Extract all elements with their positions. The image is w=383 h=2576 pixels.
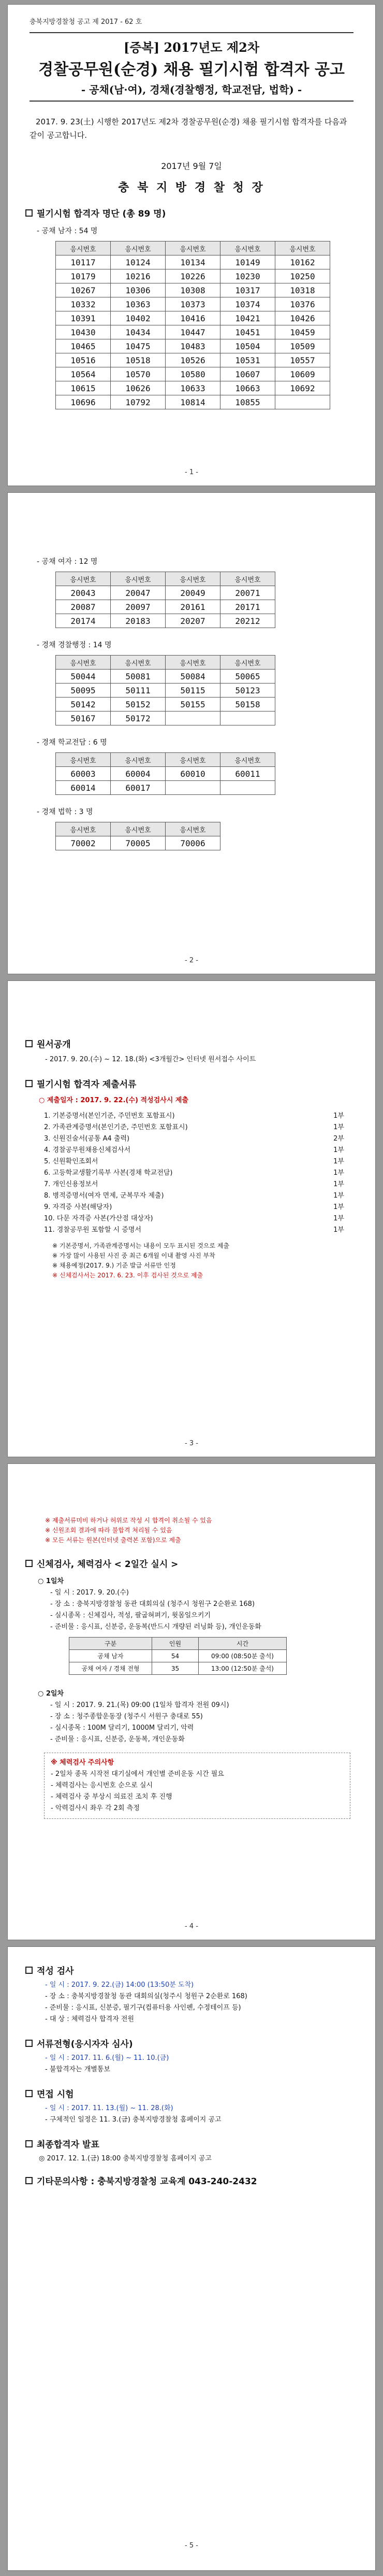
text-line: - 대 상 : 체력검사 합격자 전원 (45, 2015, 135, 2023)
text-line: ※ 채용예정(2017. 9.) 기준 발급 서류만 인정 (52, 1262, 176, 1269)
exam-number-cell: 70002 (56, 836, 111, 850)
day1-lines (8, 1587, 375, 1633)
page-2 (7, 492, 376, 974)
section-body-check: 신체검사, 체력검사 < 2일간 실시 > (25, 1557, 375, 1570)
exam-number-cell: 20043 (56, 586, 111, 600)
text-line: ※ 제출서류미비 하거나 허위로 작성 시 합격이 취소될 수 있음 (45, 1517, 212, 1524)
doc-item (44, 1168, 344, 1179)
page-1 (7, 4, 376, 486)
doc-label: 6. 고등학교생활기록부 사본(경채 학교전담) (44, 1169, 173, 1177)
exam-number-cell: 60017 (111, 781, 166, 795)
intro-text: 2017. 9. 23(土) 시행한 2017년도 제2차 경찰공무원(순경) 채용 필기시험 합격자를 다음과 같이 공고합니다. (30, 117, 347, 140)
exam-number-cell: 10373 (166, 297, 220, 311)
schedule-header: 구분 (69, 1638, 152, 1650)
doc-label: 3. 신원진술서(공통 A4 출력) (44, 1135, 130, 1143)
law-table (55, 822, 220, 850)
section-review: 서류전형(응시자자 심사) (25, 2037, 375, 2050)
page-number: - 4 - (185, 1923, 198, 1930)
title-line-1: [증복] 2017년도 제2차 (123, 40, 260, 55)
exam-number-cell: 10451 (220, 325, 275, 339)
checkbox-square-icon (25, 1040, 33, 1047)
doc-label: 4. 경찰공무원채용신체검사서 (44, 1146, 131, 1154)
doc-qty: 1부 (333, 1180, 344, 1188)
table-row (69, 1650, 287, 1662)
exam-number-cell: 10179 (56, 269, 111, 283)
table-row (56, 325, 330, 339)
text-line: - 일 시 : 2017. 9. 20.(수) (50, 1589, 129, 1597)
section-docs: 필기시험 합격자 제출서류 (25, 1077, 375, 1090)
section-apply: 원서공개 (25, 1037, 375, 1050)
exam-number-cell (220, 711, 275, 725)
text-line: ※ 기본증명서, 가족관계증명서는 내용이 모두 표시된 것으로 제출 (52, 1242, 229, 1249)
exam-number-cell: 10696 (56, 395, 111, 409)
table-row (56, 297, 330, 311)
exam-number-cell (275, 395, 330, 409)
exam-number-cell: 10308 (166, 283, 220, 297)
group-admin-label: - 경채 경찰행정 : 14 명 (37, 641, 112, 649)
checkbox-square-icon (25, 1080, 33, 1087)
exam-number-cell: 10580 (166, 367, 220, 381)
exam-number-cell: 10317 (220, 283, 275, 297)
exam-number-cell: 10250 (275, 269, 330, 283)
schedule-cell: 공채 남자 (69, 1650, 152, 1662)
group-male-label: - 공채 남자 : 54 명 (37, 227, 98, 235)
doc-item (44, 1202, 344, 1213)
exam-number-cell: 10792 (111, 395, 166, 409)
page-3 (7, 980, 376, 1457)
exam-number-cell: 70006 (166, 836, 220, 850)
exam-number-cell: 20212 (220, 614, 275, 628)
exam-number-cell: 50065 (220, 670, 275, 684)
exam-number-cell: 50167 (56, 711, 111, 725)
text-line: - 2일차 종목 시작전 대기실에서 개인별 준비운동 시간 필요 (51, 1770, 224, 1778)
checkbox-square-icon (25, 2040, 33, 2047)
exam-number-cell: 50111 (111, 684, 166, 698)
doc-item (44, 1111, 344, 1122)
exam-number-cell: 20171 (220, 600, 275, 614)
exam-number-cell: 10374 (220, 297, 275, 311)
checkbox-square-icon (25, 1967, 33, 1974)
text-line: ※ 신원조회 결과에 따라 불합격 처리될 수 있음 (45, 1527, 172, 1534)
exam-number-cell: 50172 (111, 711, 166, 725)
column-header: 응시번호 (220, 572, 275, 586)
exam-number-cell: 50123 (220, 684, 275, 698)
exam-number-cell: 60014 (56, 781, 111, 795)
column-header: 응시번호 (111, 753, 166, 767)
female-table (55, 572, 275, 628)
exam-number-cell: 10855 (220, 395, 275, 409)
table-row (56, 670, 275, 684)
exam-number-cell (220, 781, 275, 795)
table-row (56, 353, 330, 367)
doc-label: 8. 병적증명서(여자 면제, 군복무자 제출) (44, 1192, 164, 1200)
notice-title: ※ 체력검사 주의사항 (51, 1759, 114, 1767)
doc-item (44, 1225, 344, 1236)
exam-number-cell: 10518 (111, 353, 166, 367)
doc-label: 1. 기본증명서(본인기준, 주민번호 포함표시) (44, 1112, 175, 1120)
docs-notes (8, 1241, 375, 1280)
exam-number-cell: 10332 (56, 297, 111, 311)
section-final: 최종합격자 발표 (25, 2137, 375, 2150)
checkbox-square-icon (25, 2177, 33, 2184)
exam-number-cell: 60011 (220, 767, 275, 781)
exam-number-cell: 10663 (220, 381, 275, 395)
doc-qty: 1부 (333, 1203, 344, 1211)
column-header: 응시번호 (111, 656, 166, 670)
exam-number-cell: 10459 (275, 325, 330, 339)
exam-number-cell: 10557 (275, 353, 330, 367)
doc-item (44, 1156, 344, 1168)
exam-number-cell: 10531 (220, 353, 275, 367)
table-row (56, 767, 275, 781)
exam-number-cell: 10447 (166, 325, 220, 339)
exam-number-cell: 10526 (166, 353, 220, 367)
exam-number-cell: 10124 (111, 255, 166, 269)
title-line-3: - 공채(남·여), 경채(경찰행정, 학교전담, 법학) - (81, 83, 302, 96)
exam-number-cell: 10376 (275, 297, 330, 311)
notice-lines (51, 1769, 344, 1814)
text-line: - 준비물 : 응시표, 신분증, 운동복, 개인운동화 (50, 1735, 185, 1743)
exam-number-cell: 10402 (111, 311, 166, 325)
column-header: 응시번호 (220, 656, 275, 670)
announcement-number: 충북지방경찰청 공고 제 2017 - 62 호 (30, 18, 142, 26)
exam-number-cell: 20207 (166, 614, 220, 628)
exam-number-cell: 10465 (56, 339, 111, 353)
final-line: ◎ 2017. 12. 1.(금) 18:00 충북지방경찰청 홈페이지 공고 (39, 2155, 212, 2162)
table-row (56, 283, 330, 297)
exam-number-cell: 20071 (220, 586, 275, 600)
text-line: - 체력검사 중 부상시 의료진 조치 후 진행 (51, 1793, 172, 1801)
text-line: - 일 시 : 2017. 11. 6.(월) ~ 11. 10.(금) (45, 2054, 169, 2062)
column-header: 응시번호 (220, 753, 275, 767)
schedule-cell: 35 (152, 1662, 199, 1675)
exam-number-cell: 10504 (220, 339, 275, 353)
exam-number-cell: 10475 (111, 339, 166, 353)
doc-item (44, 1213, 344, 1225)
schedule-cell: 13:00 (12:50분 출석) (199, 1662, 287, 1675)
review-lines (8, 2053, 375, 2075)
exam-number-cell: 50152 (111, 698, 166, 711)
exam-number-cell: 10607 (220, 367, 275, 381)
title-line-2: 경찰공무원(순경) 채용 필기시험 합격자 공고 (38, 61, 345, 79)
group-female-label: - 공채 여자 : 12 명 (37, 558, 98, 566)
text-line: - 불합격자는 개별통보 (45, 2066, 110, 2073)
top-notes (1, 1516, 375, 1545)
table-row (56, 698, 275, 711)
page-number: - 5 - (185, 2542, 198, 2550)
docs-deadline: ○ 제출일자 : 2017. 9. 22.(수) 적성검사시 제출 (39, 1097, 188, 1104)
table-row (56, 600, 275, 614)
exam-number-cell: 10633 (166, 381, 220, 395)
schedule-cell: 09:00 (08:50분 출석) (199, 1650, 287, 1662)
school-table (55, 752, 275, 795)
page-4 (7, 1463, 376, 1940)
column-header: 응시번호 (56, 656, 111, 670)
title-box (30, 32, 353, 102)
text-line: - 준비물 : 응시표, 신분증, 운동복(반드시 개량된 러닝화 등), 개인운동화 (50, 1623, 261, 1631)
column-header: 응시번호 (166, 822, 220, 836)
table-row (56, 269, 330, 283)
doc-label: 5. 신원확인조회서 (44, 1158, 98, 1165)
table-row (56, 367, 330, 381)
doc-item (44, 1190, 344, 1202)
apply-line: - 2017. 9. 20.(수) ~ 12. 18.(화) <3개월간> 인터넷 원서접수 사이트 (45, 1056, 256, 1063)
column-header: 응시번호 (111, 822, 166, 836)
text-line: - 장 소 : 충북지방경찰청 동관 대회의실 (청주시 청원구 2순환로 168) (50, 1600, 255, 1608)
table-row (56, 586, 275, 600)
text-line: ※ 모든 서류는 원본(인터넷 출력본 포함)으로 제출 (45, 1536, 181, 1544)
exam-number-cell: 20161 (166, 600, 220, 614)
exam-number-cell: 60003 (56, 767, 111, 781)
page-number: - 1 - (185, 468, 198, 476)
exam-number-cell: 10626 (111, 381, 166, 395)
doc-qty: 1부 (333, 1226, 344, 1234)
interview-lines (8, 2103, 375, 2126)
column-header: 응시번호 (166, 753, 220, 767)
doc-item (44, 1133, 344, 1145)
aptitude-lines (8, 1980, 375, 2025)
doc-qty: 1부 (333, 1215, 344, 1222)
exam-number-cell: 10516 (56, 353, 111, 367)
checkbox-square-icon (25, 209, 33, 217)
exam-number-cell: 10363 (111, 297, 166, 311)
day2-lines (8, 1700, 375, 1745)
column-header: 응시번호 (56, 572, 111, 586)
exam-number-cell: 20097 (111, 600, 166, 614)
table-row (56, 711, 275, 725)
admin-table (55, 655, 275, 725)
column-header: 응시번호 (275, 241, 330, 255)
exam-number-cell: 10509 (275, 339, 330, 353)
exam-number-cell: 50155 (166, 698, 220, 711)
exam-number-cell: 10416 (166, 311, 220, 325)
exam-number-cell: 50115 (166, 684, 220, 698)
schedule-table (69, 1637, 287, 1675)
exam-number-cell: 10570 (111, 367, 166, 381)
exam-number-cell: 10162 (275, 255, 330, 269)
exam-number-cell: 20047 (111, 586, 166, 600)
day1-label: ○ 1일차 (38, 1577, 64, 1585)
doc-label: 11. 경찰공무원 포함할 시 증명서 (44, 1226, 141, 1234)
exam-number-cell: 50142 (56, 698, 111, 711)
exam-number-cell (166, 711, 220, 725)
column-header: 응시번호 (220, 241, 275, 255)
agency-name: 충 북 지 방 경 찰 청 장 (118, 181, 265, 194)
doc-item (44, 1122, 344, 1133)
exam-number-cell: 10149 (220, 255, 275, 269)
doc-label: 9. 자격증 사본(해당자) (44, 1203, 112, 1211)
doc-label: 2. 가족관계증명서(본인기준, 주민번호 포함표시) (44, 1123, 188, 1131)
doc-qty: 1부 (333, 1123, 344, 1131)
column-header: 응시번호 (166, 656, 220, 670)
column-header: 응시번호 (111, 572, 166, 586)
group-law-label: - 경채 법학 : 3 명 (37, 808, 93, 816)
text-line: - 구체적인 일정은 11. 3.(금) 충북지방경찰청 홈페이지 공고 (45, 2116, 222, 2124)
exam-number-cell: 50158 (220, 698, 275, 711)
exam-number-cell: 20087 (56, 600, 111, 614)
exam-number-cell: 10230 (220, 269, 275, 283)
male-table (55, 241, 330, 409)
schedule-cell: 공채 여자 / 경채 전형 (69, 1662, 152, 1675)
exam-number-cell: 10814 (166, 395, 220, 409)
column-header: 응시번호 (111, 241, 166, 255)
notice-box (44, 1753, 350, 1819)
announcement-date: 2017년 9월 7일 (161, 161, 222, 171)
column-header: 응시번호 (166, 241, 220, 255)
table-row (56, 395, 330, 409)
exam-number-cell: 10434 (111, 325, 166, 339)
table-row (56, 381, 330, 395)
exam-number-cell: 10267 (56, 283, 111, 297)
section-aptitude: 적성 검사 (25, 1963, 375, 1976)
doc-item (44, 1179, 344, 1190)
column-header: 응시번호 (56, 822, 111, 836)
exam-number-cell: 50095 (56, 684, 111, 698)
table-row (56, 836, 220, 850)
text-line: ※ 가장 많이 사용된 사진 중 최근 6개월 이내 촬영 사진 부착 (52, 1252, 215, 1259)
text-line: - 악력검사시 좌우 각 2회 측정 (51, 1804, 140, 1812)
checkbox-square-icon (25, 1560, 33, 1567)
exam-number-cell: 10426 (275, 311, 330, 325)
section-contact: 기타문의사항 : 충북지방경찰청 교육계 043-240-2432 (25, 2174, 375, 2187)
text-line: - 준비물 : 응시표, 신분증, 필기구(컴퓨터용 사인펜, 수정테이프 등) (45, 2004, 241, 2012)
exam-number-cell: 60010 (166, 767, 220, 781)
exam-number-cell: 10117 (56, 255, 111, 269)
text-line: - 실시종목 : 100M 달리기, 1000M 달리기, 악력 (50, 1724, 194, 1732)
table-row (56, 255, 330, 269)
text-line: - 일 시 : 2017. 11. 13.(월) ~ 11. 28.(화) (45, 2104, 173, 2112)
exam-number-cell: 50084 (166, 670, 220, 684)
schedule-cell: 54 (152, 1650, 199, 1662)
schedule-header: 시간 (199, 1638, 287, 1650)
docs-list (8, 1111, 375, 1236)
doc-label: 7. 개인신용정보서 (44, 1180, 98, 1188)
page-number: - 3 - (185, 1440, 198, 1447)
table-row (56, 684, 275, 698)
text-line: - 일 시 : 2017. 9. 21.(목) 09:00 (1일차 합격자 전원 09시) (50, 1701, 229, 1709)
exam-number-cell: 10692 (275, 381, 330, 395)
table-row (56, 781, 275, 795)
text-line: - 일 시 : 2017. 9. 22.(금) 14:00 (13:50분 도착) (45, 1981, 194, 1989)
column-header: 응시번호 (56, 241, 111, 255)
checkbox-square-icon (25, 2090, 33, 2097)
exam-number-cell: 60004 (111, 767, 166, 781)
exam-number-cell: 10430 (56, 325, 111, 339)
exam-number-cell: 10421 (220, 311, 275, 325)
exam-number-cell: 10564 (56, 367, 111, 381)
doc-qty: 1부 (333, 1112, 344, 1120)
doc-qty: 1부 (333, 1146, 344, 1154)
doc-item (44, 1145, 344, 1156)
column-header: 응시번호 (56, 753, 111, 767)
exam-number-cell: 10134 (166, 255, 220, 269)
text-line: - 실시종목 : 신체검사, 적성, 팔굽혀펴기, 윗몸일으키기 (50, 1612, 211, 1619)
text-line: - 장 소 : 충북지방경찰청 동관 대회의실(청주시 청원구 2순환로 168) (45, 1993, 247, 2000)
exam-number-cell: 50081 (111, 670, 166, 684)
day2-label: ○ 2일차 (38, 1690, 64, 1698)
text-line: - 장 소 : 청주종합운동장 (청주시 서원구 충대로 55) (50, 1713, 203, 1720)
text-line: ※ 신체검사서는 2017. 6. 23. 이후 검사된 것으로 제출 (52, 1272, 203, 1279)
exam-number-cell: 10391 (56, 311, 111, 325)
column-header: 응시번호 (166, 572, 220, 586)
doc-qty: 1부 (333, 1158, 344, 1165)
exam-number-cell: 20049 (166, 586, 220, 600)
checkbox-square-icon (25, 2140, 33, 2147)
exam-number-cell (166, 781, 220, 795)
page-number: - 2 - (185, 957, 198, 964)
doc-qty: 2부 (333, 1135, 344, 1143)
exam-number-cell: 10318 (275, 283, 330, 297)
text-line: - 체력검사는 응시번호 순으로 실시 (51, 1782, 153, 1789)
exam-number-cell: 70005 (111, 836, 166, 850)
doc-label: 10. 다문 자격증 사본(가산점 대상자) (44, 1215, 153, 1222)
table-row (56, 339, 330, 353)
section-interview: 면접 시험 (25, 2087, 375, 2100)
exam-number-cell: 10483 (166, 339, 220, 353)
section-passers: 필기시험 합격자 명단 (총 89 명) (25, 206, 375, 219)
table-row (56, 311, 330, 325)
table-row (56, 614, 275, 628)
doc-qty: 1부 (333, 1192, 344, 1200)
exam-number-cell: 20174 (56, 614, 111, 628)
table-row (69, 1662, 287, 1675)
exam-number-cell: 10216 (111, 269, 166, 283)
group-school-label: - 경채 학교전담 : 6 명 (37, 738, 107, 747)
exam-number-cell: 10609 (275, 367, 330, 381)
page-5 (7, 1946, 376, 2571)
exam-number-cell: 10615 (56, 381, 111, 395)
exam-number-cell: 20183 (111, 614, 166, 628)
doc-qty: 1부 (333, 1169, 344, 1177)
exam-number-cell: 10306 (111, 283, 166, 297)
schedule-header: 인원 (152, 1638, 199, 1650)
exam-number-cell: 50044 (56, 670, 111, 684)
exam-number-cell: 10226 (166, 269, 220, 283)
